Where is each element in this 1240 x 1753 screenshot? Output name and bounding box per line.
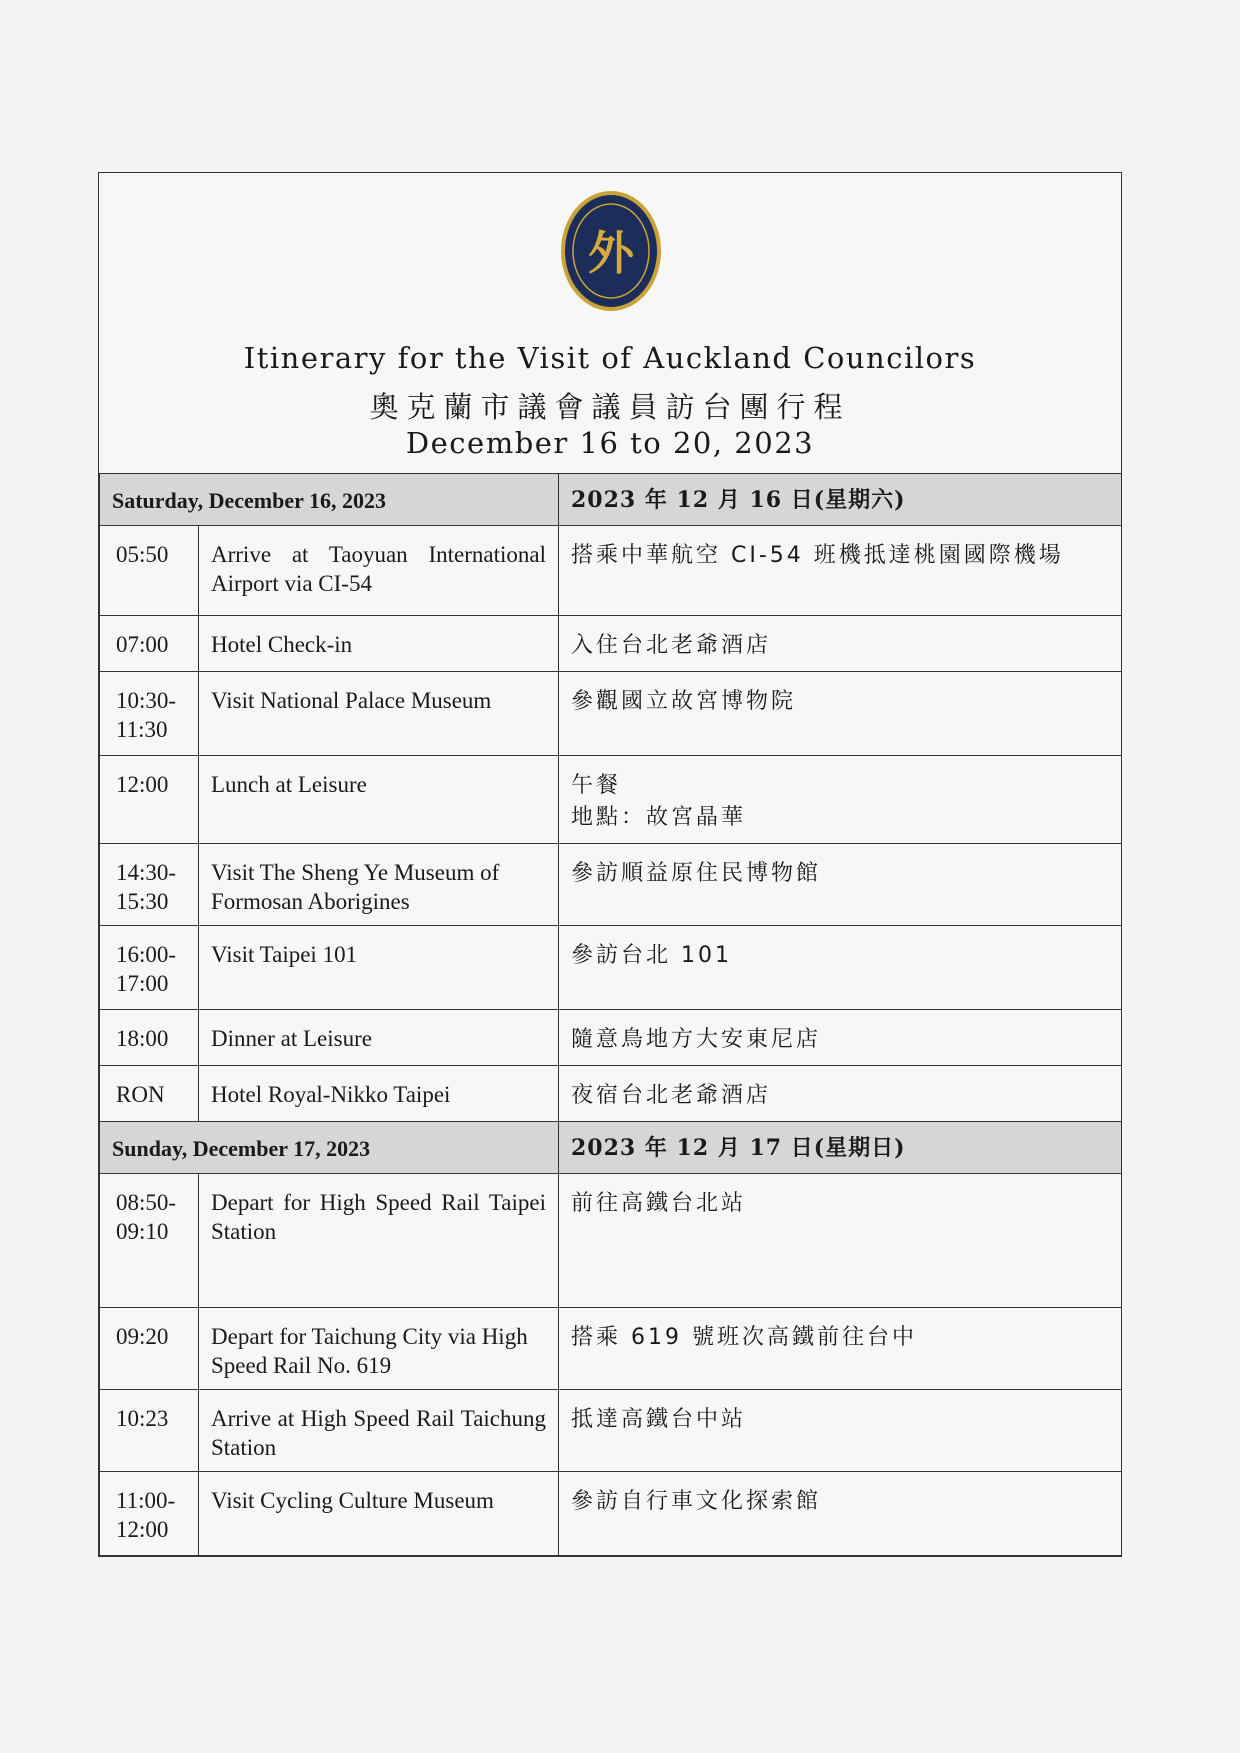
row-activity-en: Lunch at Leisure bbox=[199, 756, 559, 844]
row-activity-en: Hotel Royal-Nikko Taipei bbox=[199, 1066, 559, 1122]
row-time: 07:00 bbox=[100, 616, 199, 672]
row-activity-zh: 夜宿台北老爺酒店 bbox=[559, 1066, 1122, 1122]
row-activity-zh: 入住台北老爺酒店 bbox=[559, 616, 1122, 672]
row-time: 05:50 bbox=[100, 526, 199, 616]
title-english: Itinerary for the Visit of Auckland Councilors bbox=[243, 341, 977, 375]
row-time: 10:30-11:30 bbox=[100, 672, 199, 756]
row-activity-en: Visit Taipei 101 bbox=[199, 926, 559, 1010]
day-header bbox=[100, 1122, 1122, 1174]
row-time: 11:00-12:00 bbox=[100, 1472, 199, 1556]
row-time: RON bbox=[100, 1066, 199, 1122]
row-activity-zh: 參訪自行車文化探索館 bbox=[559, 1472, 1122, 1556]
itinerary-row bbox=[100, 1472, 1122, 1556]
ministry-seal-logo bbox=[559, 189, 663, 318]
title-chinese: 奧克蘭市議會議員訪台團行程 bbox=[369, 390, 851, 424]
lunch-label: 午餐 bbox=[571, 773, 622, 798]
itinerary-row bbox=[100, 526, 1122, 616]
row-activity-zh: 參觀國立故宮博物院 bbox=[559, 672, 1122, 756]
row-activity-zh: 參訪台北 101 bbox=[559, 926, 1122, 1010]
title-dates: December 16 to 20, 2023 bbox=[405, 426, 815, 460]
day-label-en: Sunday, December 17, 2023 bbox=[100, 1122, 559, 1174]
day-label-zh: 2023 年 12 月 17 日(星期日) bbox=[559, 1122, 1122, 1174]
itinerary-row bbox=[100, 756, 1122, 844]
row-time: 08:50-09:10 bbox=[100, 1174, 199, 1308]
itinerary-row bbox=[100, 672, 1122, 756]
day-header bbox=[100, 474, 1122, 526]
row-activity-zh: 搭乘中華航空 CI-54 班機抵達桃園國際機場 bbox=[559, 526, 1122, 616]
lunch-location: 地點：故宮晶華 bbox=[571, 805, 747, 830]
row-activity-en: Visit The Sheng Ye Museum of Formosan Aborigines bbox=[199, 844, 559, 926]
row-activity-en: Hotel Check-in bbox=[199, 616, 559, 672]
itinerary-row bbox=[100, 926, 1122, 1010]
row-time: 18:00 bbox=[100, 1010, 199, 1066]
row-activity-zh bbox=[559, 756, 1122, 844]
itinerary-table bbox=[99, 473, 1122, 1556]
row-activity-en: Arrive at High Speed Rail Taichung Station bbox=[199, 1390, 559, 1472]
row-activity-en: Visit National Palace Museum bbox=[199, 672, 559, 756]
row-time: 14:30-15:30 bbox=[100, 844, 199, 926]
row-activity-en: Depart for High Speed Rail Taipei Station bbox=[199, 1174, 559, 1308]
itinerary-row bbox=[100, 1010, 1122, 1066]
row-activity-zh: 搭乘 619 號班次高鐵前往台中 bbox=[559, 1308, 1122, 1390]
day-label-en: Saturday, December 16, 2023 bbox=[100, 474, 559, 526]
row-time: 10:23 bbox=[100, 1390, 199, 1472]
row-activity-zh: 抵達高鐵台中站 bbox=[559, 1390, 1122, 1472]
row-activity-en: Visit Cycling Culture Museum bbox=[199, 1472, 559, 1556]
row-time: 09:20 bbox=[100, 1308, 199, 1390]
document-header bbox=[99, 173, 1121, 473]
row-activity-en: Dinner at Leisure bbox=[199, 1010, 559, 1066]
itinerary-document bbox=[98, 172, 1122, 1557]
itinerary-row bbox=[100, 844, 1122, 926]
itinerary-row bbox=[100, 1308, 1122, 1390]
row-time: 16:00-17:00 bbox=[100, 926, 199, 1010]
row-activity-zh: 前往高鐵台北站 bbox=[559, 1174, 1122, 1308]
row-activity-zh: 參訪順益原住民博物館 bbox=[559, 844, 1122, 926]
itinerary-row bbox=[100, 1174, 1122, 1308]
itinerary-row bbox=[100, 616, 1122, 672]
row-activity-en: Depart for Taichung City via High Speed Rail No. 619 bbox=[199, 1308, 559, 1390]
svg-text:外: 外 bbox=[588, 226, 634, 280]
row-activity-en: Arrive at Taoyuan International Airport via CI-54 bbox=[199, 526, 559, 616]
row-activity-zh: 隨意鳥地方大安東尼店 bbox=[559, 1010, 1122, 1066]
row-time: 12:00 bbox=[100, 756, 199, 844]
day-label-zh: 2023 年 12 月 16 日(星期六) bbox=[559, 474, 1122, 526]
itinerary-row bbox=[100, 1390, 1122, 1472]
itinerary-row bbox=[100, 1066, 1122, 1122]
